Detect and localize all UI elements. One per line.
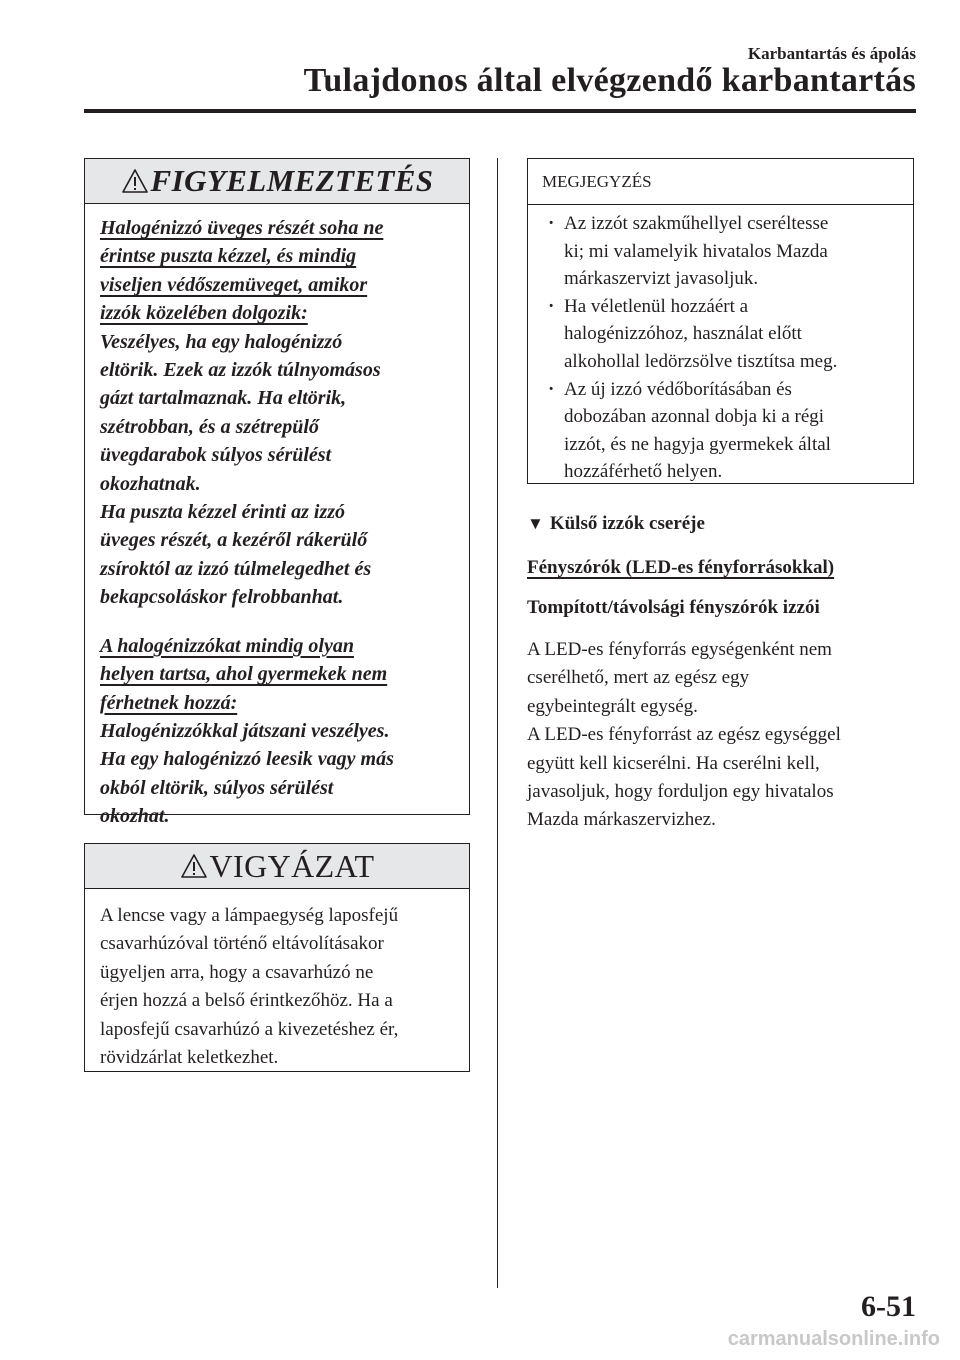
caution-text-line: laposfejű csavarhúzó a kivezetéshez ér, xyxy=(100,1018,399,1040)
body-text-line: javasoljuk, hogy forduljon egy hivatalos xyxy=(527,781,834,803)
note-text-line: · Az új izzó védőborításában és xyxy=(564,378,792,400)
caution-text-line: csavarhúzóval történő eltávolításakor xyxy=(100,933,384,955)
note-text-line: hozzáférhető helyen. xyxy=(564,461,723,483)
warning-triangle-icon xyxy=(180,853,208,879)
warning-text-line: bekapcsoláskor felrobbanhat. xyxy=(100,586,344,609)
warning-text-line: Veszélyes, ha egy halogénizzó xyxy=(100,330,343,353)
note-text-line: ki; mi valamelyik hivatalos Mazda xyxy=(564,240,828,262)
body-text-line: A LED-es fényforrás egységenként nem xyxy=(527,639,832,660)
warning-text-line: üvegdarabok súlyos sérülést xyxy=(100,444,332,467)
watermark: carmanualsonline.info xyxy=(727,1328,940,1350)
body-text-line: A LED-es fényforrást az egész egységgel xyxy=(527,724,841,746)
section-heading xyxy=(527,513,705,535)
body-text-line: Mazda márkaszervizhez. xyxy=(527,809,716,831)
triangle-marker-icon: ▼ xyxy=(527,514,544,533)
note-item xyxy=(564,210,903,293)
note-text-line: · Az izzót szakműhellyel cseréltesse xyxy=(564,213,829,234)
caution-text-line: rövidzárlat keletkezhet. xyxy=(100,1047,279,1069)
body-text xyxy=(527,636,917,835)
note-text-line: · Ha véletlenül hozzáért a xyxy=(564,295,749,317)
caution-text-line: érjen hozzá a belső érintkezőhöz. Ha a xyxy=(100,990,393,1012)
warning-heading-line: Halogénizzó üveges részét soha ne xyxy=(100,217,384,239)
section-heading-text: Külső izzók cseréje xyxy=(549,513,705,534)
note-title: MEGJEGYZÉS xyxy=(528,159,913,205)
note-list xyxy=(528,205,913,486)
warning-heading-line: viseljen védőszemüveget, amikor xyxy=(100,273,368,296)
warning-text-line: gázt tartalmaznak. Ha eltörik, xyxy=(100,387,347,410)
warning-text-line: zsíroktól az izzó túlmelegedhet és xyxy=(100,557,372,580)
header-rule xyxy=(84,109,916,113)
caution-title: VIGYÁZAT xyxy=(209,847,375,884)
warning-heading-line: férhetnek hozzá: xyxy=(100,691,238,714)
warning-text-line: üveges részét, a kezéről rákerülő xyxy=(100,529,368,552)
warning-text-line: Ha puszta kézzel érinti az izzó xyxy=(100,501,346,524)
warning-box xyxy=(84,158,470,828)
warning-header xyxy=(85,159,469,204)
body-text-line: cserélhető, mert az egész egy xyxy=(527,667,750,689)
page-title: Tulajdonos által elvégzendő karbantartás xyxy=(303,62,916,99)
column-divider xyxy=(497,158,498,1288)
paragraph-gap xyxy=(100,612,455,632)
body-text-line: együtt kell kicserélni. Ha cserélni kell, xyxy=(527,752,820,774)
page-number: 6-51 xyxy=(861,1290,916,1323)
warning-text-line: okból eltörik, súlyos sérülést xyxy=(100,776,334,799)
caution-box xyxy=(84,843,470,1072)
warning-body xyxy=(85,204,469,831)
subsection-heading xyxy=(527,557,834,579)
warning-heading-line: A halogénizzókat mindig olyan xyxy=(100,634,354,657)
note-box xyxy=(527,158,914,484)
note-text-line: izzót, és ne hagyja gyermekek által xyxy=(564,433,831,455)
note-text-line: dobozában azonnal dobja ki a régi xyxy=(564,406,825,428)
note-text-line: alkohollal ledörzsölve tisztítsa meg. xyxy=(564,350,838,372)
subsection-heading-text: Fényszórók (LED-es fényforrásokkal) xyxy=(527,557,835,578)
warning-text-line: Ha egy halogénizzó leesik vagy más xyxy=(100,748,394,771)
warning-text-line: eltörik. Ezek az izzók túlnyomásos xyxy=(100,359,381,382)
caution-text-line: A lencse vagy a lámpaegység laposfejű xyxy=(100,905,399,926)
subtitle: Tompított/távolsági fényszórók izzói xyxy=(527,597,820,618)
warning-text-line: okozhatnak. xyxy=(100,472,201,495)
warning-heading-line: érintse puszta kézzel, és mindig xyxy=(100,245,357,268)
warning-title: FIGYELMEZTETÉS xyxy=(150,163,434,198)
warning-text-line: szétrobban, és a szétrepülő xyxy=(100,415,319,438)
warning-heading-line: helyen tartsa, ahol gyermekek nem xyxy=(100,663,388,686)
note-item xyxy=(564,376,903,486)
note-item xyxy=(564,293,903,376)
section-label: Karbantartás és ápolás xyxy=(747,44,916,63)
note-text-line: halogénizzóhoz, használat előtt xyxy=(564,323,802,345)
warning-heading-line: izzók közelében dolgozik: xyxy=(100,302,308,325)
warning-text-line: okozhat. xyxy=(100,805,170,828)
caution-header xyxy=(85,844,469,889)
body-text-line: egybeintegrált egység. xyxy=(527,695,698,717)
warning-triangle-icon xyxy=(121,168,149,194)
caution-body xyxy=(85,889,469,1072)
note-text-line: márkaszervizt javasoljuk. xyxy=(564,268,759,290)
warning-text-line: Halogénizzókkal játszani veszélyes. xyxy=(100,719,390,742)
caution-text-line: ügyeljen arra, hogy a csavarhúzó ne xyxy=(100,961,374,983)
